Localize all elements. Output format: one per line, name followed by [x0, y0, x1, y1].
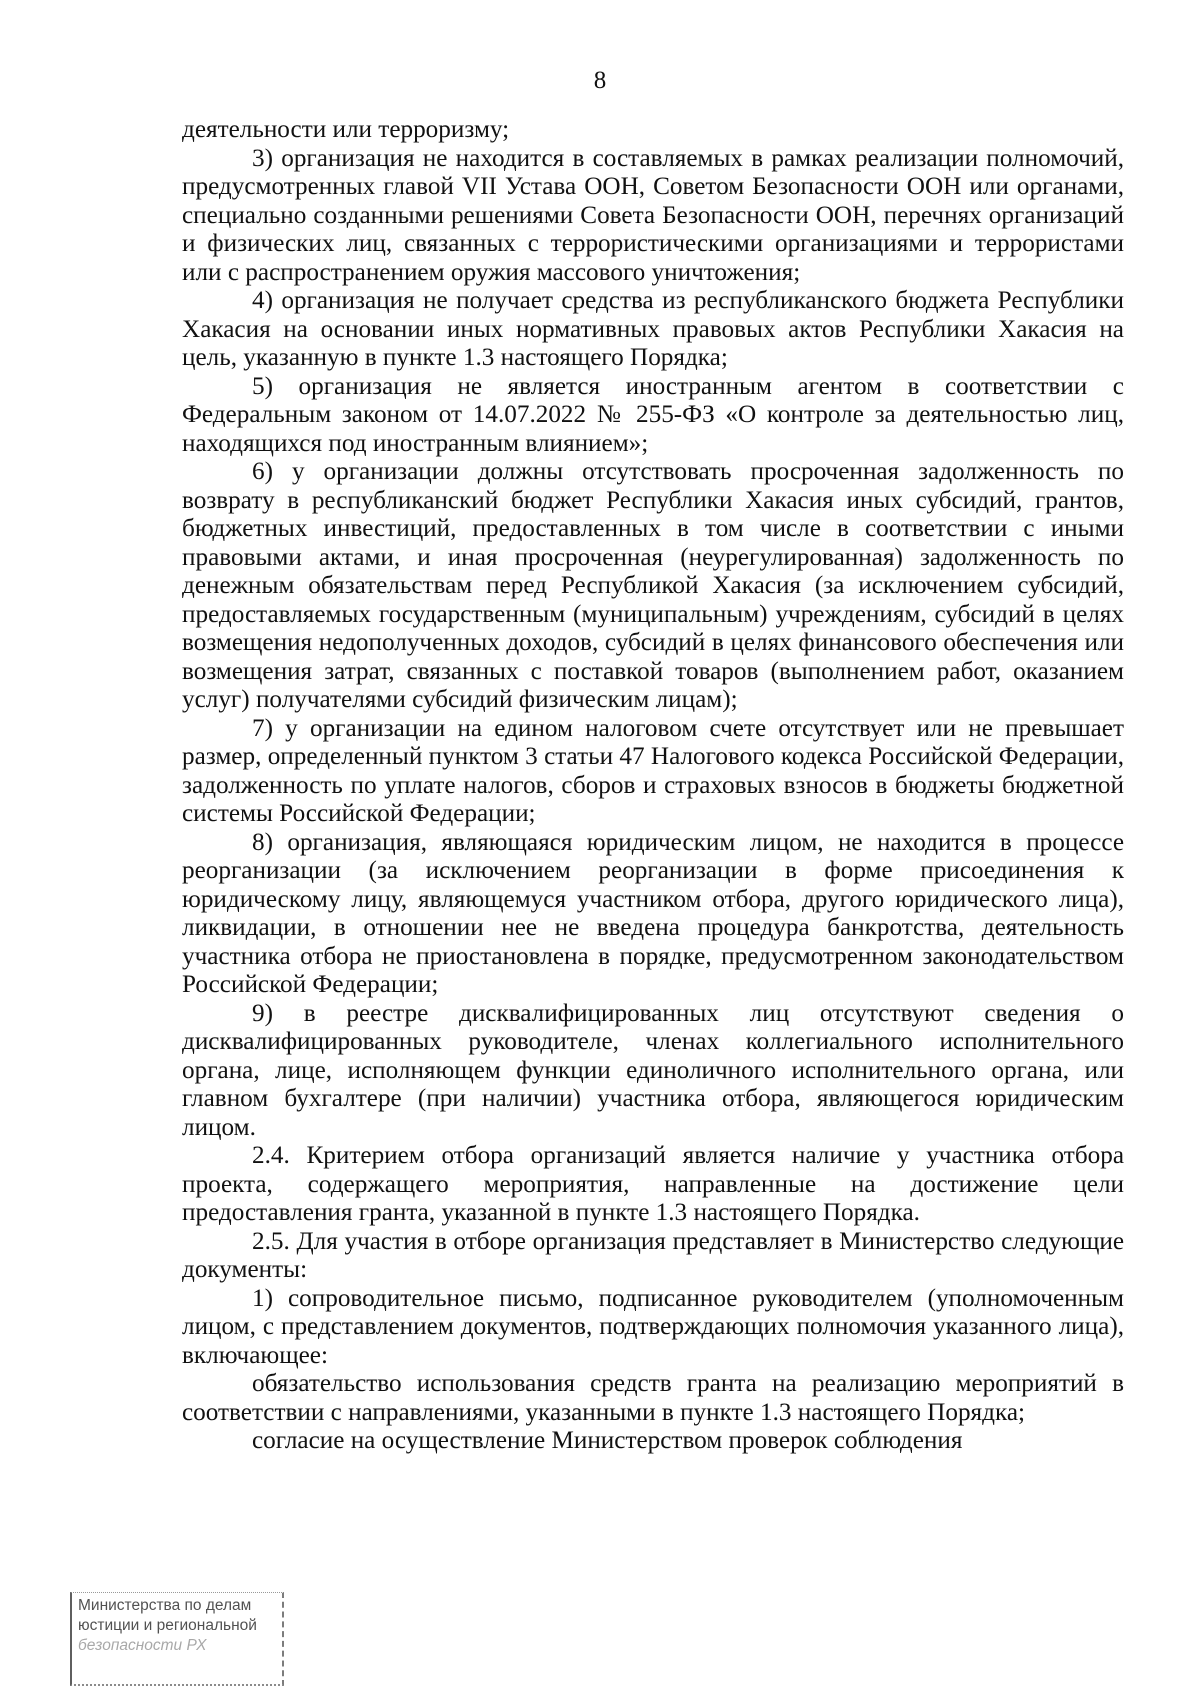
paragraph: 2.4. Критерием отбора организаций является наличие у участника отбора проекта, содержащего мероприятия, направленные на достижение цели предоставления гранта, указанной в пункте 1.3 настоящего Порядка. [182, 1142, 1124, 1226]
paragraph: 2.5. Для участия в отборе организация представляет в Министерство следующие документы: [182, 1227, 1124, 1283]
paragraph: 8) организация, являющаяся юридическим лицом, не находится в процессе реорганизации (за исключением реорганизации в форме присоединения к юридическому лицу, являющемуся участником отбора, другого юридического лица), ликвидации, в отношении нее не введена процедура банкротства, деятельность участника отбора не приостановлена в порядке, предусмотренном законодательством Российской Федерации; [182, 828, 1124, 998]
paragraph: 5) организация не является иностранным агентом в соответствии с Федеральным законом от 14.07.2022 № 255-ФЗ «О контроле за деятельностью лиц, находящихся под иностранным влиянием»; [182, 372, 1124, 457]
paragraph: 9) в реестре дисквалифицированных лиц отсутствуют сведения о дисквалифицированных руководителе, членах коллегиального исполнительного органа, лице, исполняющем функции единоличного исполнительного органа, или главном бухгалтере (при наличии) участника отбора, являющегося юридическим лицом. [182, 999, 1124, 1141]
paragraph: 4) организация не получает средства из республиканского бюджета Республики Хакасия на основании иных нормативных правовых актов Республики Хакасия на цель, указанную в пункте 1.3 настоящего Порядка; [182, 287, 1124, 371]
paragraph: обязательство использования средств гранта на реализацию мероприятий в соответствии с направлениями, указанными в пункте 1.3 настоящего Порядка; [182, 1370, 1124, 1426]
paragraph: согласие на осуществление Министерством проверок соблюдения [252, 1427, 963, 1454]
paragraph: 6) у организации должны отсутствовать просроченная задолженность по возврату в республиканский бюджет Республики Хакасия иных субсидий, грантов, бюджетных инвестиций, предоставленных в том числе в соответствии с иными правовыми актами, и иная просроченная (неурегулированная) задолженность по денежным обязательствам перед Республикой Хакасия (за исключением субсидий, предоставляемых государственным (муниципальным) учреждениям, субсидий в целях возмещения недополученных доходов, субсидий в целях финансового обеспечения или возмещения затрат, связанных с поставкой товаров (выполнением работ, оказанием услуг) получателями субсидий физическим лицам); [182, 458, 1124, 713]
stamp-line: Министерства по делам [78, 1597, 252, 1614]
paragraph: 1) сопроводительное письмо, подписанное руководителем (уполномоченным лицом, с представлением документов, подтверждающих полномочия указанного лица), включающее: [182, 1284, 1124, 1369]
page-number: 8 [593, 67, 607, 94]
registration-stamp [70, 1592, 284, 1686]
paragraph: 7) у организации на едином налоговом счете отсутствует или не превышает размер, определенный пунктом 3 статьи 47 Налогового кодекса Российской Федерации, задолженность по уплате налогов, сборов и страховых взносов в бюджеты бюджетной системы Российской Федерации; [182, 714, 1124, 827]
stamp-line: юстиции и региональной [78, 1617, 257, 1634]
stamp-line: безопасности РХ [78, 1637, 207, 1654]
document-body [182, 116, 1124, 1456]
paragraph: деятельности или терроризму; [182, 116, 510, 143]
paragraph: 3) организация не находится в составляемых в рамках реализации полномочий, предусмотренных главой VII Устава ООН, Советом Безопасности ООН или органами, специально созданными решениями Совета Безопасности ООН, перечнях организаций и физических лиц, связанных с террористическими организациями и террористами или с распространением оружия массового уничтожения; [182, 144, 1124, 286]
